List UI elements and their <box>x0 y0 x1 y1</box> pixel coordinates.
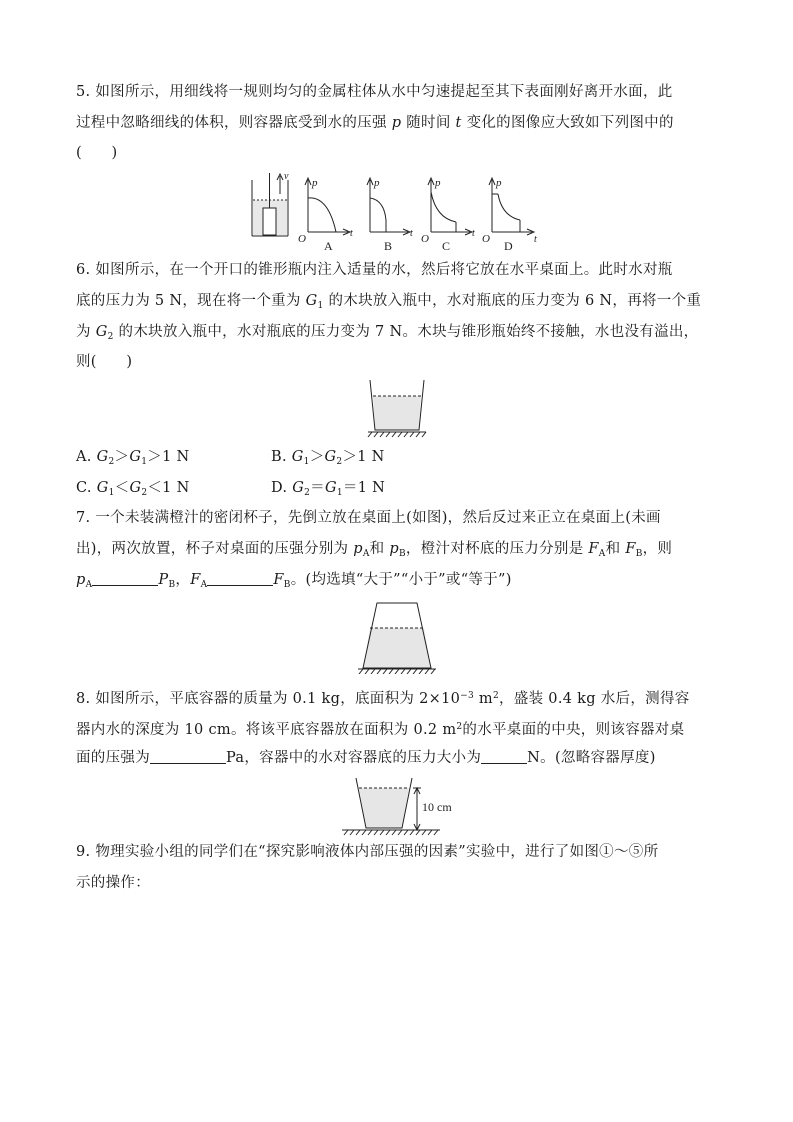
q8-figure-container <box>340 776 472 836</box>
q8-blank-force[interactable] <box>481 749 527 764</box>
q6-figure-flask <box>366 378 428 438</box>
axis-p-label: p <box>374 177 380 189</box>
q6-option-a[interactable]: A. $G_2>G_1>1$ N <box>76 449 190 467</box>
q8-line-2: 器内水的深度为 10 cm。将该平底容器放在面积为 0.2 $m^2$的水平桌面的中央，则该容器对桌 <box>76 722 685 738</box>
q5-container-diagram <box>252 173 288 236</box>
q8-line-3: 面的压强为 Pa，容器中的水对容器底的压力大小为 N。(忽略容器厚度) <box>76 750 656 766</box>
option-c-label: C <box>442 239 451 253</box>
q6-line-3: 为 $G_2$ 的木块放入瓶中，水对瓶底的压力变为 7 N。木块与锥形瓶始终不接触，水也没有溢出， <box>76 324 699 342</box>
q8-blank-pressure[interactable] <box>150 749 226 764</box>
q7-line-3: $p_A$ $P_B$，$F_A$ $F_B$。(均选填“大于”“小于”或“等于”) <box>76 572 512 590</box>
q6-option-b[interactable]: B. $G_1>G_2>1$ N <box>271 449 385 467</box>
axis-p-label: p <box>312 177 318 189</box>
origin-label: O <box>298 233 306 245</box>
axis-t-label: t <box>472 228 475 239</box>
q7-line-2: 出)，两次放置，杯子对桌面的压强分别为 $p_A$和 $p_B$，橙汁对杯底的压力分别是 $F_A$和 $F_B$，则 <box>76 541 673 559</box>
q7-figure-cup <box>355 600 439 674</box>
q9-line-1: 9. 物理实验小组的同学们在“探究影响液体内部压强的因素”实验中，进行了如图①～⑤所 <box>76 844 659 860</box>
q5-graph-a <box>298 177 353 253</box>
axis-t-label: t <box>350 228 353 239</box>
option-a-label: A <box>324 239 333 253</box>
q6-option-d[interactable]: D. $G_2=G_1=1$ N <box>271 480 386 498</box>
q6-answer-paren: 则( ) <box>76 354 133 370</box>
q5-graph-b <box>367 177 413 253</box>
q7-line-1: 7. 一个未装满橙汁的密闭杯子，先倒立放在桌面上(如图)，然后反过来正立在桌面上(未画 <box>76 510 661 526</box>
axis-p-label: p <box>435 177 441 189</box>
q5-answer-paren: ( ) <box>76 145 118 161</box>
q5-line-1: 5. 如图所示，用细线将一规则均匀的金属柱体从水中匀速提起至其下表面刚好离开水面，此 <box>76 84 673 100</box>
velocity-label: v <box>284 171 289 182</box>
depth-label: 10 cm <box>422 800 452 814</box>
q6-line-1: 6. 如图所示，在一个开口的锥形瓶内注入适量的水，然后将它放在水平桌面上。此时水对瓶 <box>76 262 673 278</box>
q7-blank-pressure[interactable] <box>92 571 158 586</box>
option-d-label: D <box>504 239 513 253</box>
q6-line-2: 底的压力为 5 N，现在将一个重为 $G_1$ 的木块放入瓶中，水对瓶底的压力变为 6 N，再将一个重 <box>76 293 702 311</box>
q5-graph-c <box>421 177 475 253</box>
q7-blank-force[interactable] <box>207 571 273 586</box>
q9-line-2: 示的操作： <box>76 875 150 891</box>
origin-label: O <box>482 233 490 245</box>
origin-label: O <box>421 233 429 245</box>
axis-t-label: t <box>410 228 413 239</box>
q8-line-1: 8. 如图所示，平底容器的质量为 0.1 kg，底面积为 $2\times 10^{-3}$ $m^2$，盛装 0.4 kg 水后，测得容 <box>76 691 690 707</box>
option-b-label: B <box>384 239 393 253</box>
axis-p-label: p <box>496 177 502 189</box>
q5-figure <box>248 170 543 255</box>
axis-t-label: t <box>534 234 537 245</box>
q5-line-2: 过程中忽略细线的体积，则容器底受到水的压强 p 随时间 t 变化的图像应大致如下列图中的 <box>76 115 674 131</box>
q5-graph-d <box>482 177 537 253</box>
q6-option-c[interactable]: C. $G_1<G_2<1$ N <box>76 480 190 498</box>
